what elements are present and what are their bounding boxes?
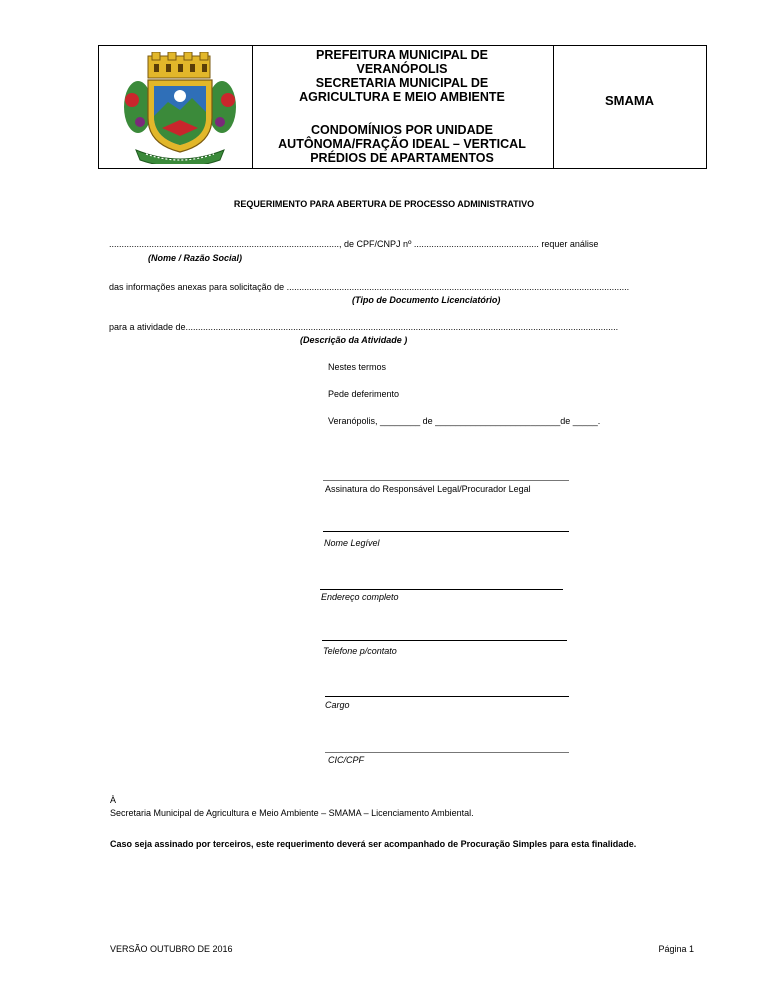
signature-line-address: [320, 589, 563, 590]
activity-caption: (Descrição da Atividade ): [300, 335, 408, 345]
header-title-line-4: AGRICULTURA E MEIO AMBIENTE: [299, 90, 505, 104]
signature-caption-phone: Telefone p/contato: [323, 646, 397, 656]
document-type-caption: (Tipo de Documento Licenciatório): [352, 295, 501, 305]
third-party-notice: Caso seja assinado por terceiros, este requerimento deverá ser acompanhado de Procuração Simples para esta finalidade.: [110, 839, 637, 849]
header-subtitle-line-1: CONDOMÍNIOS POR UNIDADE: [311, 123, 493, 137]
document-title: REQUERIMENTO PARA ABERTURA DE PROCESSO ADMINISTRATIVO: [233, 199, 535, 209]
signature-caption-responsible: Assinatura do Responsável Legal/Procurador Legal: [325, 484, 531, 494]
document-type-line: das informações anexas para solicitação de .........................................................................................................................................: [109, 282, 630, 292]
signature-line-phone: [322, 640, 567, 641]
footer-version: VERSÃO OUTUBRO DE 2016: [110, 944, 233, 954]
header-title-line-1: PREFEITURA MUNICIPAL DE: [316, 48, 488, 62]
addressee-to: À: [110, 795, 117, 805]
signature-line-responsible: [323, 480, 569, 481]
header-subtitle: [251, 123, 553, 165]
name-cpf-line: ............................................................................................, de CPF/CNPJ nº .................................................. requer análise: [109, 239, 599, 249]
header-code: SMAMA: [604, 93, 655, 108]
header-title-line-3: SECRETARIA MUNICIPAL DE: [315, 76, 489, 90]
header-subtitle-line-3: PRÉDIOS DE APARTAMENTOS: [310, 151, 494, 165]
closing-request: Pede deferimento: [328, 389, 400, 399]
municipal-crest-logo: [118, 52, 244, 164]
signature-caption-name: Nome Legível: [324, 538, 380, 548]
signature-caption-role: Cargo: [325, 700, 350, 710]
name-caption: (Nome / Razão Social): [148, 253, 243, 263]
signature-line-cpf: [325, 752, 569, 753]
signature-line-name: [323, 531, 569, 532]
header-title: [251, 48, 553, 104]
addressee-line: Secretaria Municipal de Agricultura e Meio Ambiente – SMAMA – Licenciamento Ambiental.: [110, 808, 474, 818]
signature-caption-cpf: CIC/CPF: [328, 755, 364, 765]
place-date-line: Veranópolis, ________ de _________________________de _____.: [328, 416, 601, 426]
signature-line-role: [325, 696, 569, 697]
header-subtitle-line-2: AUTÔNOMA/FRAÇÃO IDEAL – VERTICAL: [278, 137, 526, 151]
signature-caption-address: Endereço completo: [321, 592, 399, 602]
closing-terms: Nestes termos: [328, 362, 387, 372]
footer-page-number: Página 1: [658, 944, 694, 954]
activity-line: para a atividade de.............................................................................................................................................................................: [109, 322, 619, 332]
header-title-line-2: VERANÓPOLIS: [356, 62, 448, 76]
